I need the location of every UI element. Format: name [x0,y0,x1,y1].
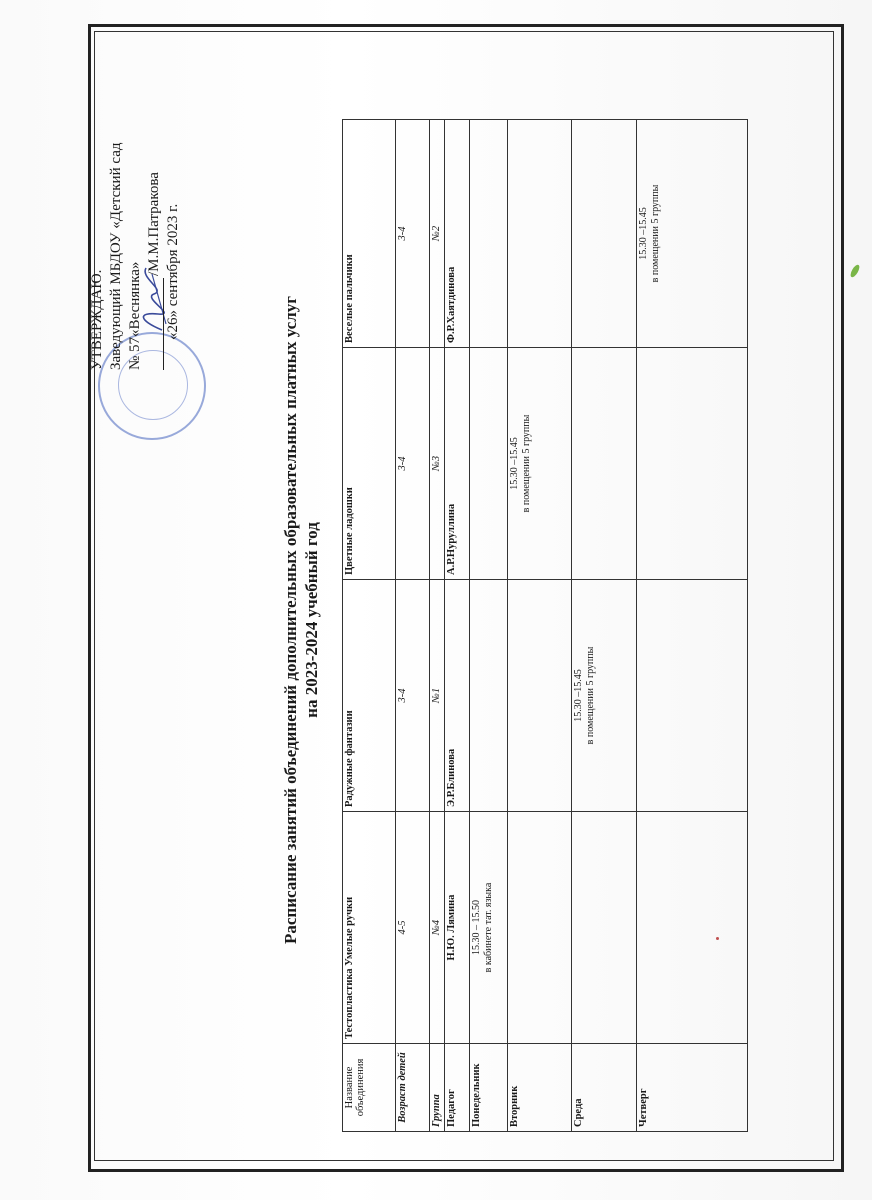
schedule-place: в помещении 5 группы [585,646,597,745]
day-label: Понедельник [469,1044,507,1132]
approval-org: № 57«Веснянка» [127,261,143,370]
group-cell: №1 [429,580,445,812]
age-cell: 4-5 [396,812,429,1044]
title-line-1: Расписание занятий объединений дополнительных образовательных платных услуг [281,296,300,944]
schedule-cell [572,348,637,580]
approval-director: /М.М.Патракова [146,172,162,276]
age-cell: 3-4 [396,120,429,348]
table-row-day [469,120,507,1132]
table-row-teacher [445,120,469,1132]
schedule-cell [469,348,507,580]
schedule-cell [572,812,637,1044]
schedule-time: 15.30 –15.45 [637,207,649,260]
teacher-cell: Э.Р.Блинова [445,580,469,812]
schedule-place: в кабинете тат. языка [482,882,494,973]
day-label: Вторник [507,1044,572,1132]
schedule-cell [572,580,637,812]
approval-position: Заведующий МБДОУ «Детский сад [108,142,124,370]
column-header: Цветные ладошки [343,348,396,580]
ink-speck [716,937,719,940]
group-cell: №4 [429,812,445,1044]
schedule-cell [572,120,637,348]
schedule-cell [636,348,747,580]
column-header: Веселые пальчики [343,120,396,348]
row-label-age: Возраст детей [396,1044,429,1132]
schedule-cell [507,120,572,348]
day-label: Среда [572,1044,637,1132]
teacher-cell: Ф.Р.Хаятдинова [445,120,469,348]
table-row-day [507,120,572,1132]
schedule-time: 15.30 –15.45 [508,437,520,490]
approval-heading: УТВЕРЖДАЮ. [89,269,105,370]
schedule-cell [507,812,572,1044]
schedule-cell [636,812,747,1044]
document-title [280,140,322,1100]
header-label: Название объединения [343,1044,396,1132]
schedule-time: 15.30 – 15.50 [470,900,482,955]
row-label-teacher: Педагог [445,1044,469,1132]
schedule-cell [507,348,572,580]
approval-signature-line [145,70,164,370]
row-label-group: Группа [429,1044,445,1132]
schedule-cell [469,580,507,812]
schedule-table [342,119,748,1132]
table-header-row [343,120,396,1132]
title-line-2: на 2023-2024 учебный год [302,522,321,718]
teacher-cell: А.Р.Нуруллина [445,348,469,580]
age-cell: 3-4 [396,580,429,812]
column-header: Радужные фантазии [343,580,396,812]
rotated-content [76,60,796,1140]
table-row-day [636,120,747,1132]
schedule-cell [636,580,747,812]
column-header: Тестопластика Умелые ручки [343,812,396,1044]
schedule-time: 15.30 –15.45 [573,669,585,722]
group-cell: №3 [429,348,445,580]
schedule-cell [507,580,572,812]
table-row-day [572,120,637,1132]
schedule-cell [636,120,747,348]
approval-block [88,70,183,370]
group-cell: №2 [429,120,445,348]
age-cell: 3-4 [396,348,429,580]
schedule-place: в помещении 5 группы [649,184,661,283]
schedule-cell [469,812,507,1044]
approval-date: «26» сентября 2023 г. [165,203,181,340]
schedule-cell [469,120,507,348]
teacher-cell: Н.Ю. Лямина [445,812,469,1044]
day-label: Четверг [636,1044,747,1132]
table-row-age [396,120,429,1132]
table-row-group [429,120,445,1132]
schedule-place: в помещении 5 группы [520,414,532,513]
